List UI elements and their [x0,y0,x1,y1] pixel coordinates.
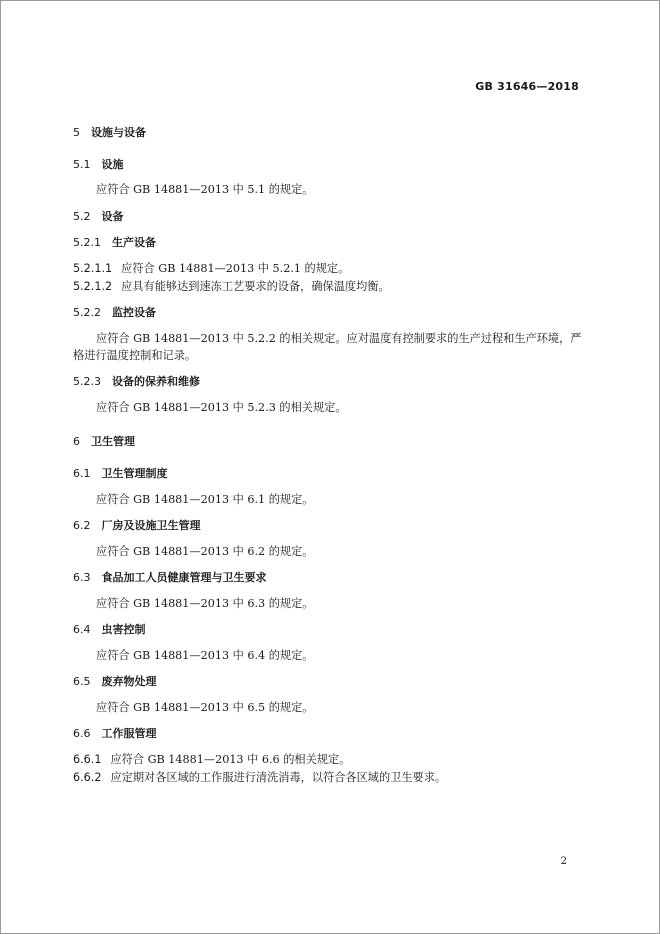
clause-5-2-1-2 [73,280,390,294]
section-number: 6.6 [73,727,91,740]
clause-text: 应定期对各区域的工作服进行清洗消毒，以符合各区域的卫生要求。 [110,771,447,784]
section-heading-5-2-2 [73,306,156,320]
section-title: 虫害控制 [101,623,146,636]
section-title: 卫生管理 [91,435,135,448]
section-title: 卫生管理制度 [101,467,168,480]
clause-number: 5.2.1.1 [73,262,113,275]
section-number: 5.1 [73,158,91,171]
clause-5-2-1-1 [73,262,349,276]
section-heading-6-6 [73,727,157,741]
section-number: 5.2.3 [73,375,101,388]
section-body-5-2-2-line1: 应符合 GB 14881—2013 中 5.2.2 的相关规定。应对温度有控制要求的生产过程和生产环境，严 [96,332,582,345]
clause-number: 6.6.2 [73,771,102,784]
section-heading-5-2 [73,210,124,224]
section-heading-6-1 [73,467,168,481]
clause-6-6-1 [73,753,350,767]
section-title: 厂房及设施卫生管理 [101,519,201,532]
section-heading-5-2-1 [73,236,156,250]
section-body-6-5: 应符合 GB 14881—2013 中 6.5 的规定。 [96,701,314,714]
section-body-5-2-3: 应符合 GB 14881—2013 中 5.2.3 的相关规定。 [96,401,347,414]
section-title: 工作服管理 [101,727,157,740]
section-heading-6-3 [73,571,267,585]
section-title: 废弃物处理 [101,675,157,688]
clause-text: 应符合 GB 14881—2013 中 5.2.1 的规定。 [121,262,350,275]
section-body-5-1: 应符合 GB 14881—2013 中 5.1 的规定。 [96,183,314,196]
section-number: 5.2 [73,210,91,223]
section-title: 食品加工人员健康管理与卫生要求 [101,571,267,584]
page-number: 2 [560,856,567,867]
section-number: 5.2.1 [73,236,101,249]
clause-text: 应具有能够达到速冻工艺要求的设备，确保温度均衡。 [121,280,390,293]
section-heading-5-1 [73,158,124,172]
section-number: 6.3 [73,571,91,584]
section-body-6-4: 应符合 GB 14881—2013 中 6.4 的规定。 [96,649,314,662]
section-number: 5 [73,126,80,139]
standard-code: GB 31646—2018 [475,80,579,93]
section-title: 设施与设备 [91,126,146,139]
section-heading-5 [73,126,146,140]
section-heading-5-2-3 [73,375,200,389]
section-body-6-1: 应符合 GB 14881—2013 中 6.1 的规定。 [96,493,314,506]
clause-number: 6.6.1 [73,753,102,766]
clause-6-6-2 [73,771,446,785]
section-number: 6 [73,435,80,448]
clause-number: 5.2.1.2 [73,280,113,293]
section-title: 设备 [101,210,124,223]
section-heading-6-4 [73,623,146,637]
section-title: 设备的保养和维修 [112,375,200,388]
section-body-5-2-2-line2: 格进行温度控制和记录。 [73,349,197,362]
section-number: 6.2 [73,519,91,532]
section-number: 6.5 [73,675,91,688]
section-heading-6-2 [73,519,201,533]
section-number: 6.1 [73,467,91,480]
section-body-6-2: 应符合 GB 14881—2013 中 6.2 的规定。 [96,545,314,558]
clause-text: 应符合 GB 14881—2013 中 6.6 的相关规定。 [110,753,351,766]
section-heading-6 [73,435,135,449]
section-heading-6-5 [73,675,157,689]
section-title: 监控设备 [112,306,156,319]
section-number: 5.2.2 [73,306,101,319]
section-number: 6.4 [73,623,91,636]
section-title: 设施 [101,158,124,171]
section-title: 生产设备 [112,236,156,249]
section-body-6-3: 应符合 GB 14881—2013 中 6.3 的规定。 [96,597,314,610]
